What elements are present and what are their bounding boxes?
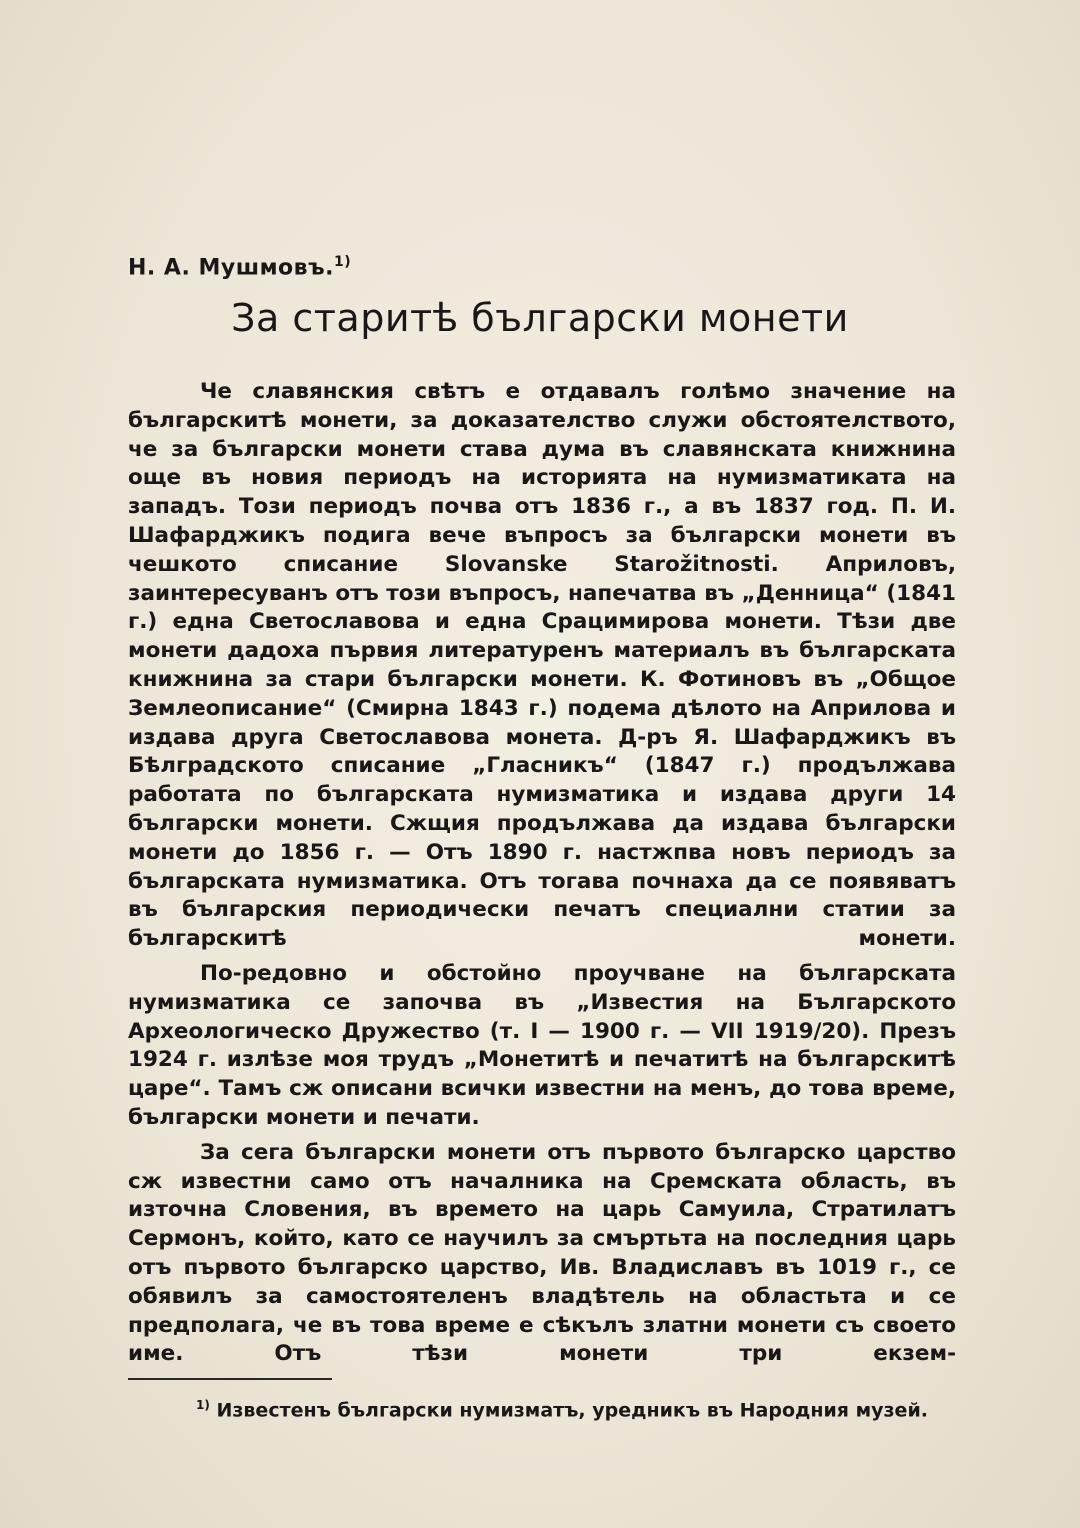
footnote-divider: [128, 1378, 332, 1380]
paragraph-1: Че славянския свѣтъ е отдавалъ голѣмо значение на българскитѣ монети, за доказателство служи обстоятелството, че за български монети става дума въ славянската книжнина още въ новия периодъ на историята на нумизматиката на западъ. Този периодъ почва отъ 1836 г., а въ 1837 год. П. И. Шафарджикъ подига вече въпросъ за български монети въ чешкото списание Slovanske Starožitnosti. Априловъ, заинтересуванъ отъ този въпросъ, напечатва въ „Денница“ (1841 г.) една Светославова и една Срацимирова монети. Тѣзи две монети дадоха първия литературенъ материалъ въ българската книжнина за стари български монети. К. Фотиновъ въ „Общое Землеописание“ (Смирна 1843 г.) подема дѣлото на Априлова и издава друга Светославова монета. Д-ръ Я. Шафарджикъ въ Бѣлградското списание „Гласникъ“ (1847 г.) продължава работата по българската нумизматика и издава други 14 български монети. Сжщия продължава да издава български монети до 1856 г. — Отъ 1890 г. настжпва новъ периодъ за българската нумизматика. Отъ тогава почнаха да се появяватъ въ българския периодически печатъ специални статии за българскитѣ монети.: [128, 379, 956, 952]
author-line: [128, 254, 351, 280]
author-name: Н. А. Мушмовъ.: [128, 255, 334, 281]
footnote: [196, 1398, 928, 1421]
article-title: За старитѣ български монети: [231, 296, 849, 340]
footnote-marker: 1): [196, 1398, 210, 1412]
author-footnote-marker: 1): [333, 254, 352, 270]
footnote-text: Известенъ български нумизматъ, уредникъ въ Народния музей.: [216, 1399, 928, 1422]
article-body: [128, 378, 956, 1375]
paragraph-3: За сега български монети отъ първото българско царство сж известни само отъ началника на Сремската область, въ източна Словения, въ времето на царь Самуила, Стратилатъ Сермонъ, който, като се научилъ за смъртьта на последния царь отъ първото българско царство, Ив. Владиславъ въ 1019 г., се обявилъ за самостоятеленъ владѣтель на областьта и се предполага, че въ това време е сѣкълъ златни монети съ своето име. Отъ тѣзи монети три екзем-: [128, 1139, 956, 1367]
paragraph-2: По-редовно и обстойно проучване на българската нумизматика се започва въ „Известия на Българското Археологическо Дружество (т. I — 1900 г. — VII 1919/20). Презъ 1924 г. излѣзе моя трудъ „Монетитѣ и печатитѣ на българскитѣ царе“. Тамъ сж описани всички известни на менъ, до това време, български монети и печати.: [128, 960, 956, 1130]
